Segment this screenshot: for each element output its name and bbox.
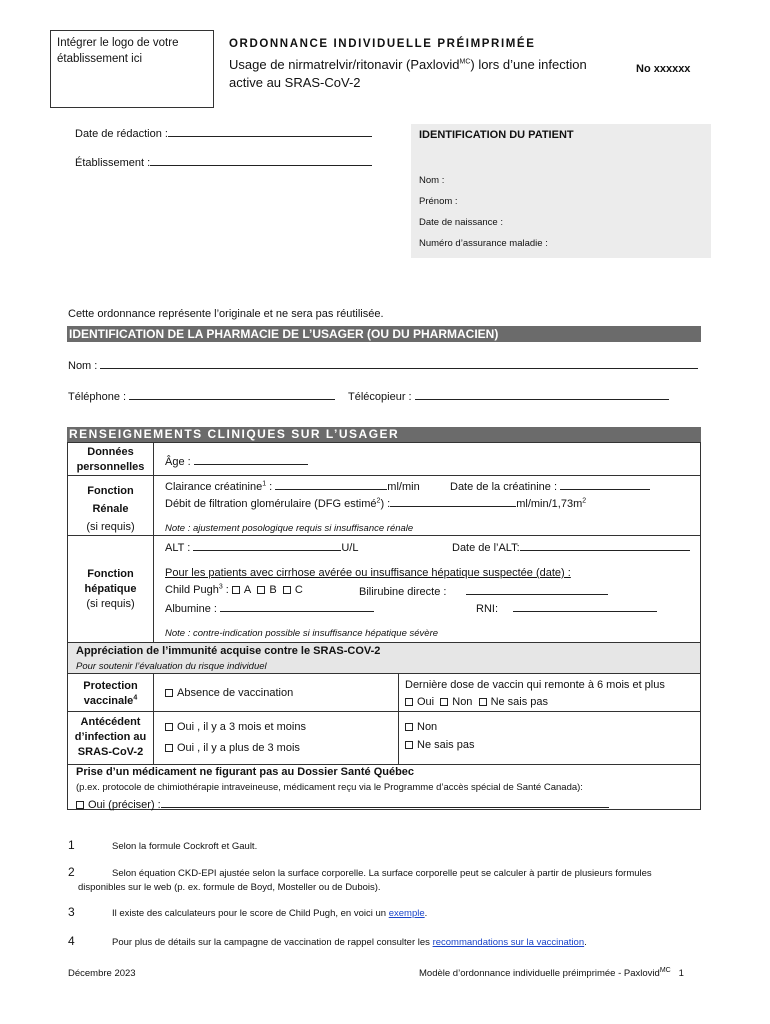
personal-data-label: Données personnelles bbox=[76, 446, 145, 473]
vaccine-protection-label: Protection vaccinale$^4$ bbox=[83, 680, 138, 707]
medication-specify-field[interactable]: Oui (préciser) : bbox=[76, 797, 609, 811]
child-pugh-c-checkbox[interactable] bbox=[283, 586, 291, 594]
child-pugh-example-link[interactable]: exemple bbox=[388, 908, 425, 919]
last-dose-unknown-checkbox[interactable] bbox=[479, 698, 487, 706]
infection-older-option[interactable]: Oui , il y a plus de 3 mois bbox=[165, 742, 300, 754]
patient-box-title: IDENTIFICATION DU PATIENT bbox=[419, 129, 574, 141]
patient-health-number-field[interactable]: Numéro d’assurance maladie : bbox=[419, 238, 548, 249]
cirrhosis-instruction: Pour les patients avec cirrhose avérée ou insuffisance hépatique suspectée (date) : bbox=[165, 567, 571, 579]
last-dose-question: Dernière dose de vaccin qui remonte à 6 mois et plus bbox=[405, 679, 665, 691]
last-dose-options[interactable]: Oui Non Ne sais pas bbox=[405, 696, 548, 708]
age-field[interactable]: Âge : bbox=[165, 454, 308, 468]
pharmacy-phone-field[interactable]: Téléphone : bbox=[68, 389, 335, 403]
immunity-subtitle: Pour soutenir l’évaluation du risque individuel bbox=[76, 661, 267, 672]
establishment-field[interactable]: Établissement : bbox=[75, 155, 372, 169]
vaccination-recommendations-link[interactable]: recommandations sur la vaccination bbox=[432, 937, 585, 948]
clinical-table bbox=[67, 442, 701, 810]
footer-model: Modèle d’ordonnance individuelle préimprimée - Paxlovid$^{MC}$ 1 bbox=[419, 966, 684, 979]
document-number: No xxxxxx bbox=[636, 63, 691, 75]
last-dose-yes-checkbox[interactable] bbox=[405, 698, 413, 706]
medication-title: Prise d’un médicament ne figurant pas au Dossier Santé Québec bbox=[76, 766, 415, 778]
child-pugh-b-checkbox[interactable] bbox=[257, 586, 265, 594]
medication-example: (p.ex. protocole de chimiothérapie intraveineuse, médicament reçu via le Programme d’accès spécial de Santé Canada): bbox=[76, 782, 583, 793]
pharmacy-name-field[interactable]: Nom : bbox=[68, 358, 698, 372]
pharmacy-fax-field[interactable]: Télécopieur : bbox=[348, 389, 669, 403]
footnote-2: 2 Selon équation CKD-EPI ajustée selon la surface corporelle. La surface corporelle peut se calculer à partir de plusieurs formules disponibles sur le web (p. ex. formule de Boyd, Mosteller ou de Dubois). bbox=[68, 865, 652, 893]
clinical-section-title: RENSEIGNEMENTS CLINIQUES SUR L’USAGER bbox=[67, 427, 701, 442]
document-title: ORDONNANCE INDIVIDUELLE PRÉIMPRIMÉE bbox=[229, 38, 536, 50]
no-vaccination-option[interactable]: Absence de vaccination bbox=[165, 687, 293, 699]
page-number: 1 bbox=[678, 968, 684, 979]
hepatic-note: Note : contre-indication possible si insuffisance hépatique sévère bbox=[165, 628, 439, 639]
footer-date: Décembre 2023 bbox=[68, 968, 136, 979]
renal-function-label: Fonction Rénale (si requis) bbox=[86, 485, 135, 533]
infection-no-option[interactable]: Non bbox=[405, 721, 437, 733]
rni-field[interactable]: RNI: bbox=[476, 601, 657, 615]
immunity-title: Appréciation de l’immunité acquise contre le SRAS-COV-2 bbox=[76, 645, 381, 657]
document-subtitle: Usage de nirmatrelvir/ritonavir (Paxlovid$^{MC}$) lors d’une infection active au SRAS-CoV-2 bbox=[229, 57, 587, 90]
alt-field[interactable]: ALT : U/L bbox=[165, 542, 359, 554]
bilirubin-field[interactable]: Bilirubine directe : bbox=[359, 584, 608, 598]
prior-infection-label: Antécédent d’infection au SRAS-CoV-2 bbox=[74, 716, 147, 758]
child-pugh-a-checkbox[interactable] bbox=[232, 586, 240, 594]
date-field[interactable]: Date de rédaction : bbox=[75, 126, 372, 140]
patient-firstname-field[interactable]: Prénom : bbox=[419, 196, 458, 207]
pharmacy-section-title: IDENTIFICATION DE LA PHARMACIE DE L’USAGER (OU DU PHARMACIEN) bbox=[67, 326, 701, 342]
original-note: Cette ordonnance représente l’originale et ne sera pas réutilisée. bbox=[68, 308, 384, 320]
dfg-field[interactable]: Débit de filtration glomérulaire (DFG estimé$^2$) : $ml/\min/1,73m^2$ bbox=[165, 497, 587, 510]
patient-name-field[interactable]: Nom : bbox=[419, 175, 445, 186]
clearance-field[interactable]: Clairance créatinine$^1$ : ml/min bbox=[165, 480, 420, 493]
footnote-4: 4 Pour plus de détails sur la campagne de vaccination de rappel consulter les recommandations sur la vaccination. bbox=[68, 934, 587, 948]
logo-placeholder: Intégrer le logo de votre établissement ici bbox=[50, 30, 214, 108]
hepatic-function-label: Fonction hépatique (si requis) bbox=[84, 568, 137, 610]
alt-date-field[interactable]: Date de l’ALT: bbox=[452, 540, 690, 554]
footnote-1: 1 Selon la formule Cockroft et Gault. bbox=[68, 838, 258, 852]
footnote-3: 3 Il existe des calculateurs pour le score de Child Pugh, en voici un exemple. bbox=[68, 905, 428, 919]
creatinine-date-field[interactable]: Date de la créatinine : bbox=[450, 479, 650, 493]
last-dose-no-checkbox[interactable] bbox=[440, 698, 448, 706]
patient-birthdate-field[interactable]: Date de naissance : bbox=[419, 217, 503, 228]
infection-unknown-option[interactable]: Ne sais pas bbox=[405, 739, 474, 751]
immunity-header bbox=[68, 643, 700, 673]
infection-recent-option[interactable]: Oui , il y a 3 mois et moins bbox=[165, 721, 306, 733]
renal-note: Note : ajustement posologique requis si insuffisance rénale bbox=[165, 523, 414, 534]
child-pugh-field[interactable]: Child Pugh$^3$ : A B C bbox=[165, 583, 303, 596]
patient-identification-box bbox=[411, 124, 711, 258]
albumin-field[interactable]: Albumine : bbox=[165, 601, 374, 615]
